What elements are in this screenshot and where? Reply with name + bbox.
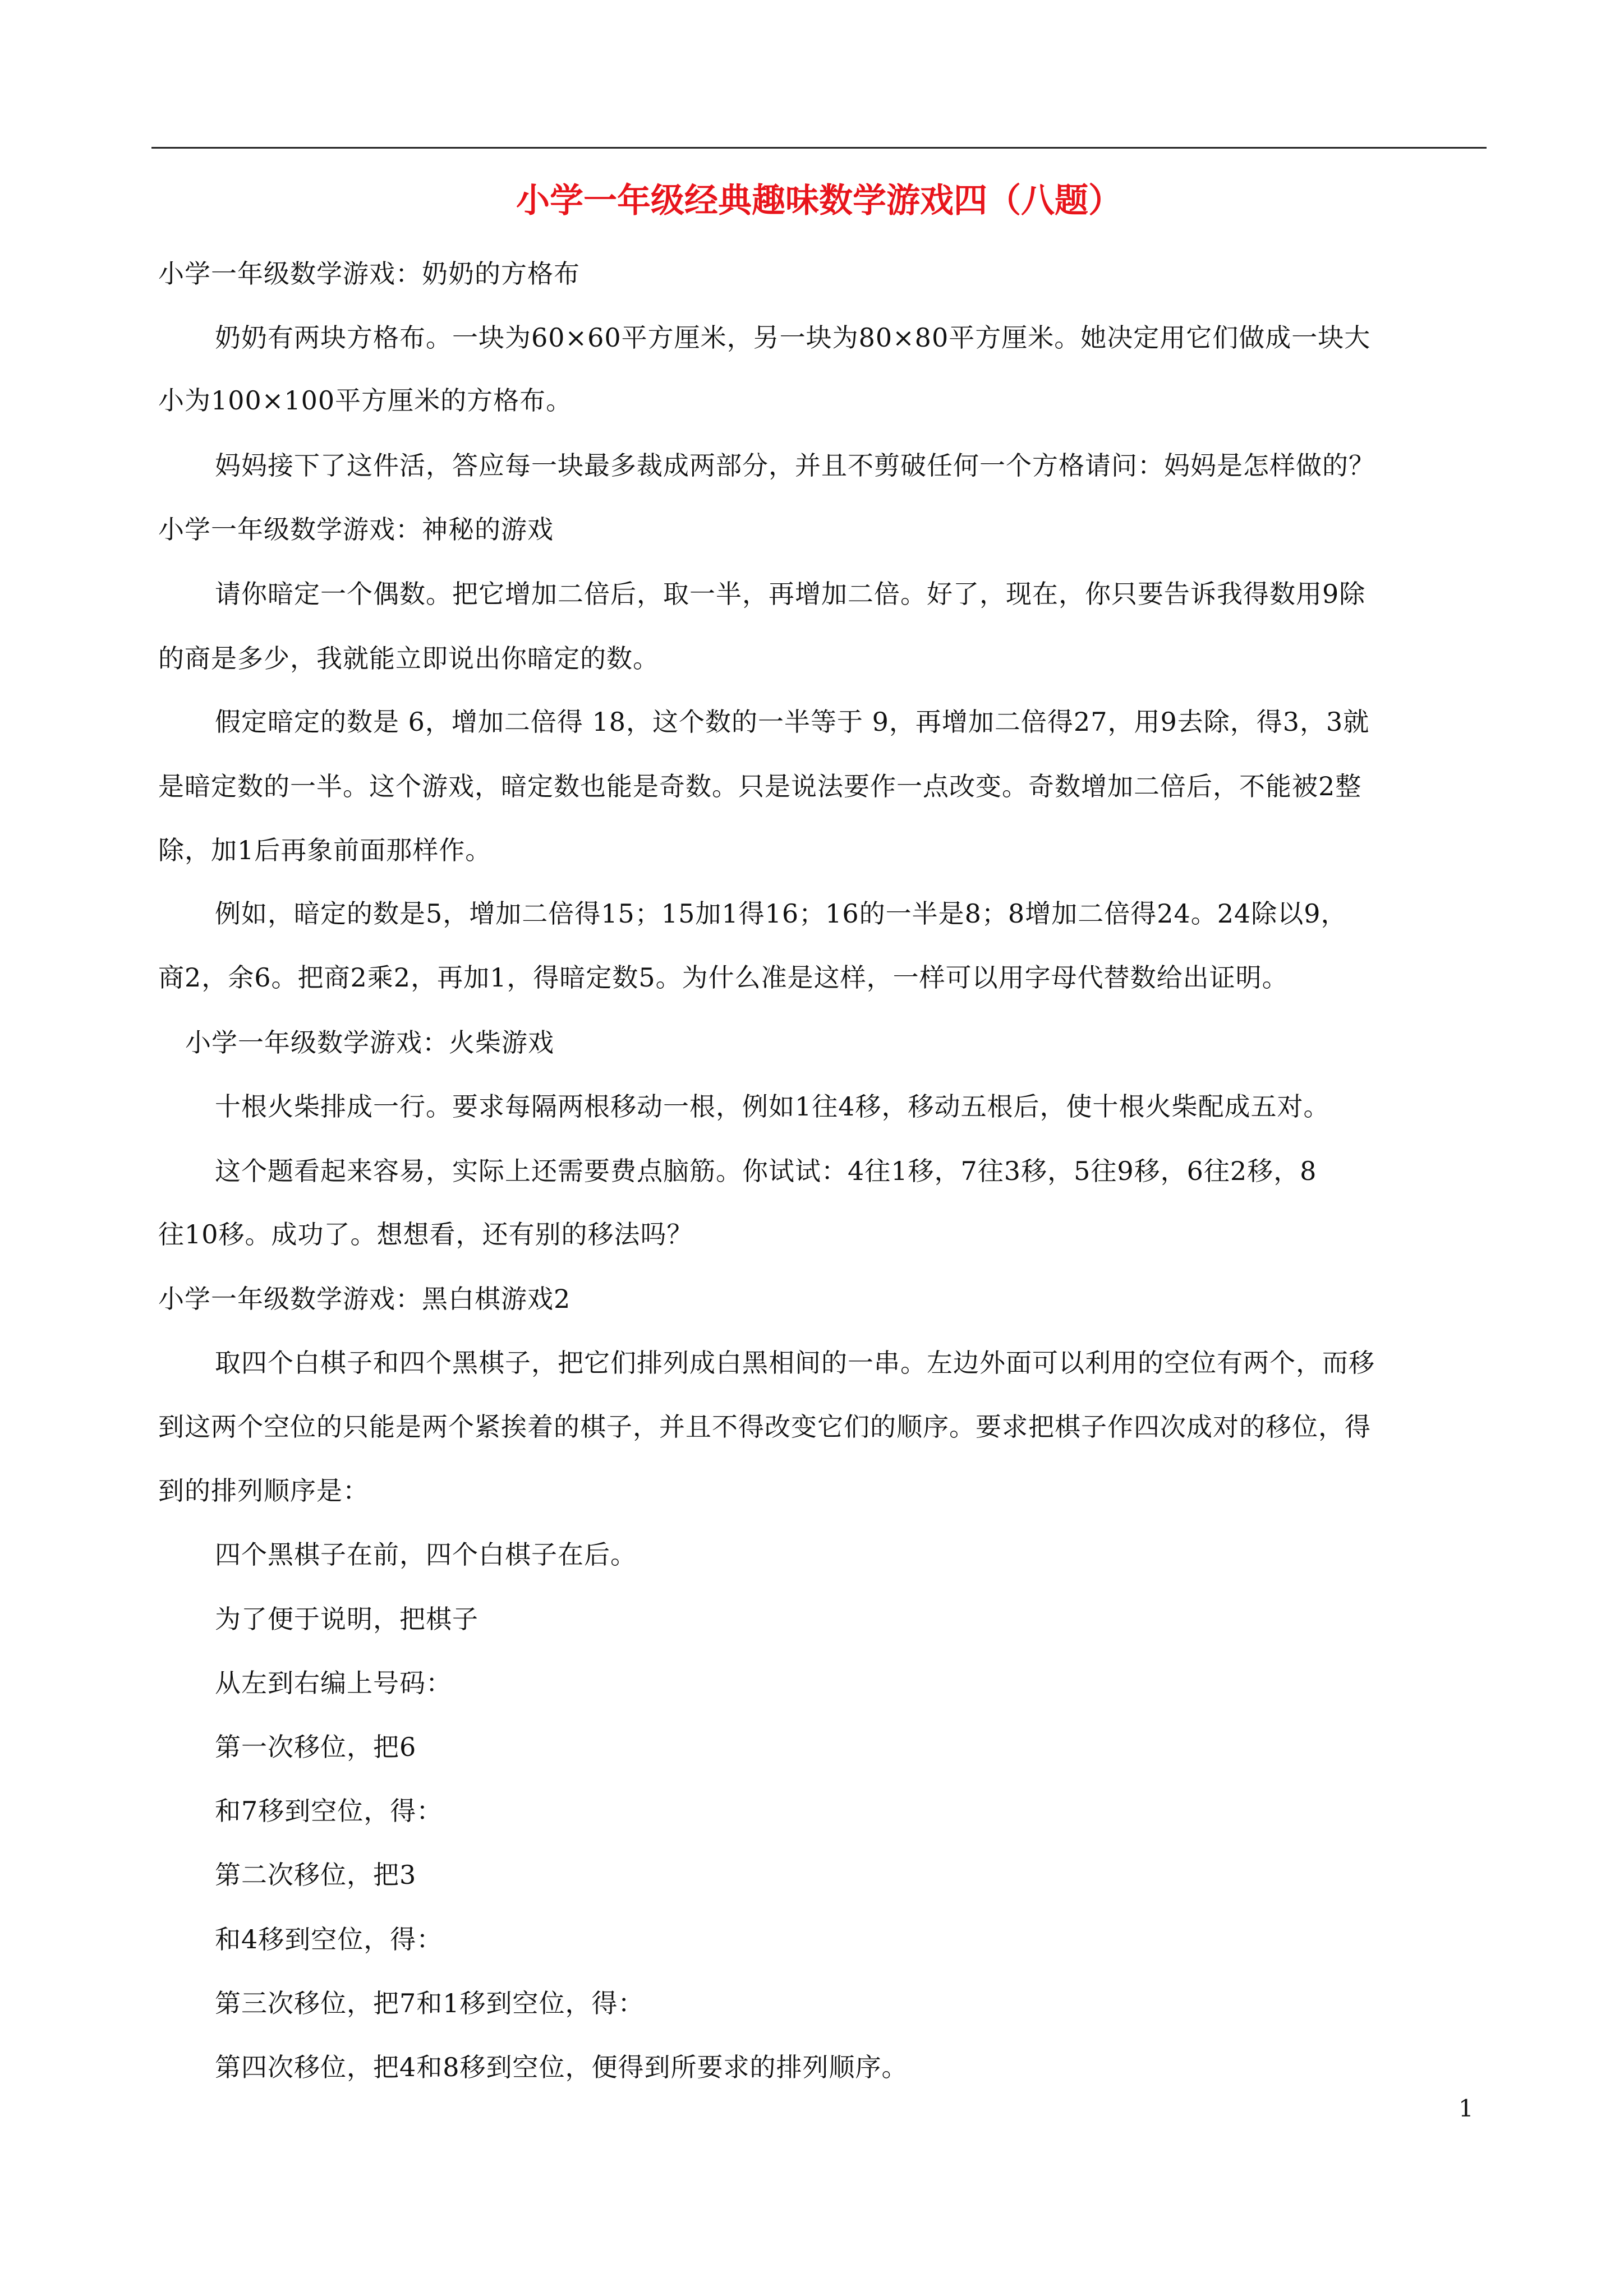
- paragraph-line: 第一次移位，把6: [215, 1732, 417, 1762]
- paragraph-line: 是暗定数的一半。这个游戏，暗定数也能是奇数。只是说法要作一点改变。奇数增加二倍后，不能被2整: [158, 771, 1362, 801]
- paragraph-line: 取四个白棋子和四个黑棋子，把它们排列成白黑相间的一串。左边外面可以利用的空位有两个，而移: [215, 1348, 1375, 1378]
- paragraph-line: 这个题看起来容易，实际上还需要费点脑筋。你试试：4往1移，7往3移，5往9移，6往2移，8: [215, 1156, 1317, 1186]
- paragraph-line: 为了便于说明，把棋子: [215, 1604, 479, 1634]
- paragraph-line: 小为100×100平方厘米的方格布。: [158, 385, 573, 416]
- paragraph-line: 妈妈接下了这件活，答应每一块最多裁成两部分，并且不剪破任何一个方格请问：妈妈是怎样做的？: [215, 450, 1375, 481]
- section-heading: 小学一年级数学游戏：火柴游戏: [185, 1027, 554, 1058]
- paragraph-line: 到这两个空位的只能是两个紧挨着的棋子，并且不得改变它们的顺序。要求把棋子作四次成对的移位，得: [158, 1412, 1371, 1442]
- paragraph-line: 和4移到空位，得：: [215, 1924, 443, 1954]
- paragraph-line: 从左到右编上号码：: [215, 1668, 452, 1698]
- page-number: 1: [1459, 2095, 1474, 2122]
- header-rule: [151, 147, 1487, 149]
- paragraph-line: 商2，余6。把商2乘2，再加1，得暗定数5。为什么准是这样，一样可以用字母代替数给出证明。: [158, 962, 1289, 993]
- paragraph-line: 除，加1后再象前面那样作。: [158, 835, 492, 865]
- paragraph-line: 假定暗定的数是 6，增加二倍得 18，这个数的一半等于 9，再增加二倍得27，用9去除，得3，3就: [215, 707, 1370, 737]
- paragraph-line: 到的排列顺序是：: [158, 1476, 369, 1506]
- paragraph-line: 请你暗定一个偶数。把它增加二倍后，取一半，再增加二倍。好了，现在，你只要告诉我得数用9除: [215, 579, 1366, 609]
- paragraph-line: 往10移。成功了。想想看，还有别的移法吗？: [158, 1219, 693, 1250]
- paragraph-line: 第二次移位，把3: [215, 1860, 417, 1890]
- paragraph-line: 第三次移位，把7和1移到空位，得：: [215, 1988, 645, 2018]
- section-heading: 小学一年级数学游戏：神秘的游戏: [158, 514, 554, 545]
- paragraph-line: 例如，暗定的数是5，增加二倍得15；15加1得16；16的一半是8；8增加二倍得24。24除以9，: [215, 898, 1347, 929]
- paragraph-line: 四个黑棋子在前，四个白棋子在后。: [215, 1539, 637, 1570]
- document-title: 小学一年级经典趣味数学游戏四（八题）: [516, 181, 1122, 220]
- paragraph-line: 和7移到空位，得：: [215, 1796, 443, 1826]
- paragraph-line: 十根火柴排成一行。要求每隔两根移动一根，例如1往4移，移动五根后，使十根火柴配成五对。: [215, 1091, 1330, 1122]
- section-heading: 小学一年级数学游戏：奶奶的方格布: [158, 259, 580, 289]
- paragraph-line: 第四次移位，把4和8移到空位，便得到所要求的排列顺序。: [215, 2052, 908, 2082]
- paragraph-line: 奶奶有两块方格布。一块为60×60平方厘米，另一块为80×80平方厘米。她决定用它们做成一块大: [215, 322, 1371, 353]
- section-heading: 小学一年级数学游戏：黑白棋游戏2: [158, 1284, 571, 1314]
- paragraph-line: 的商是多少，我就能立即说出你暗定的数。: [158, 643, 659, 674]
